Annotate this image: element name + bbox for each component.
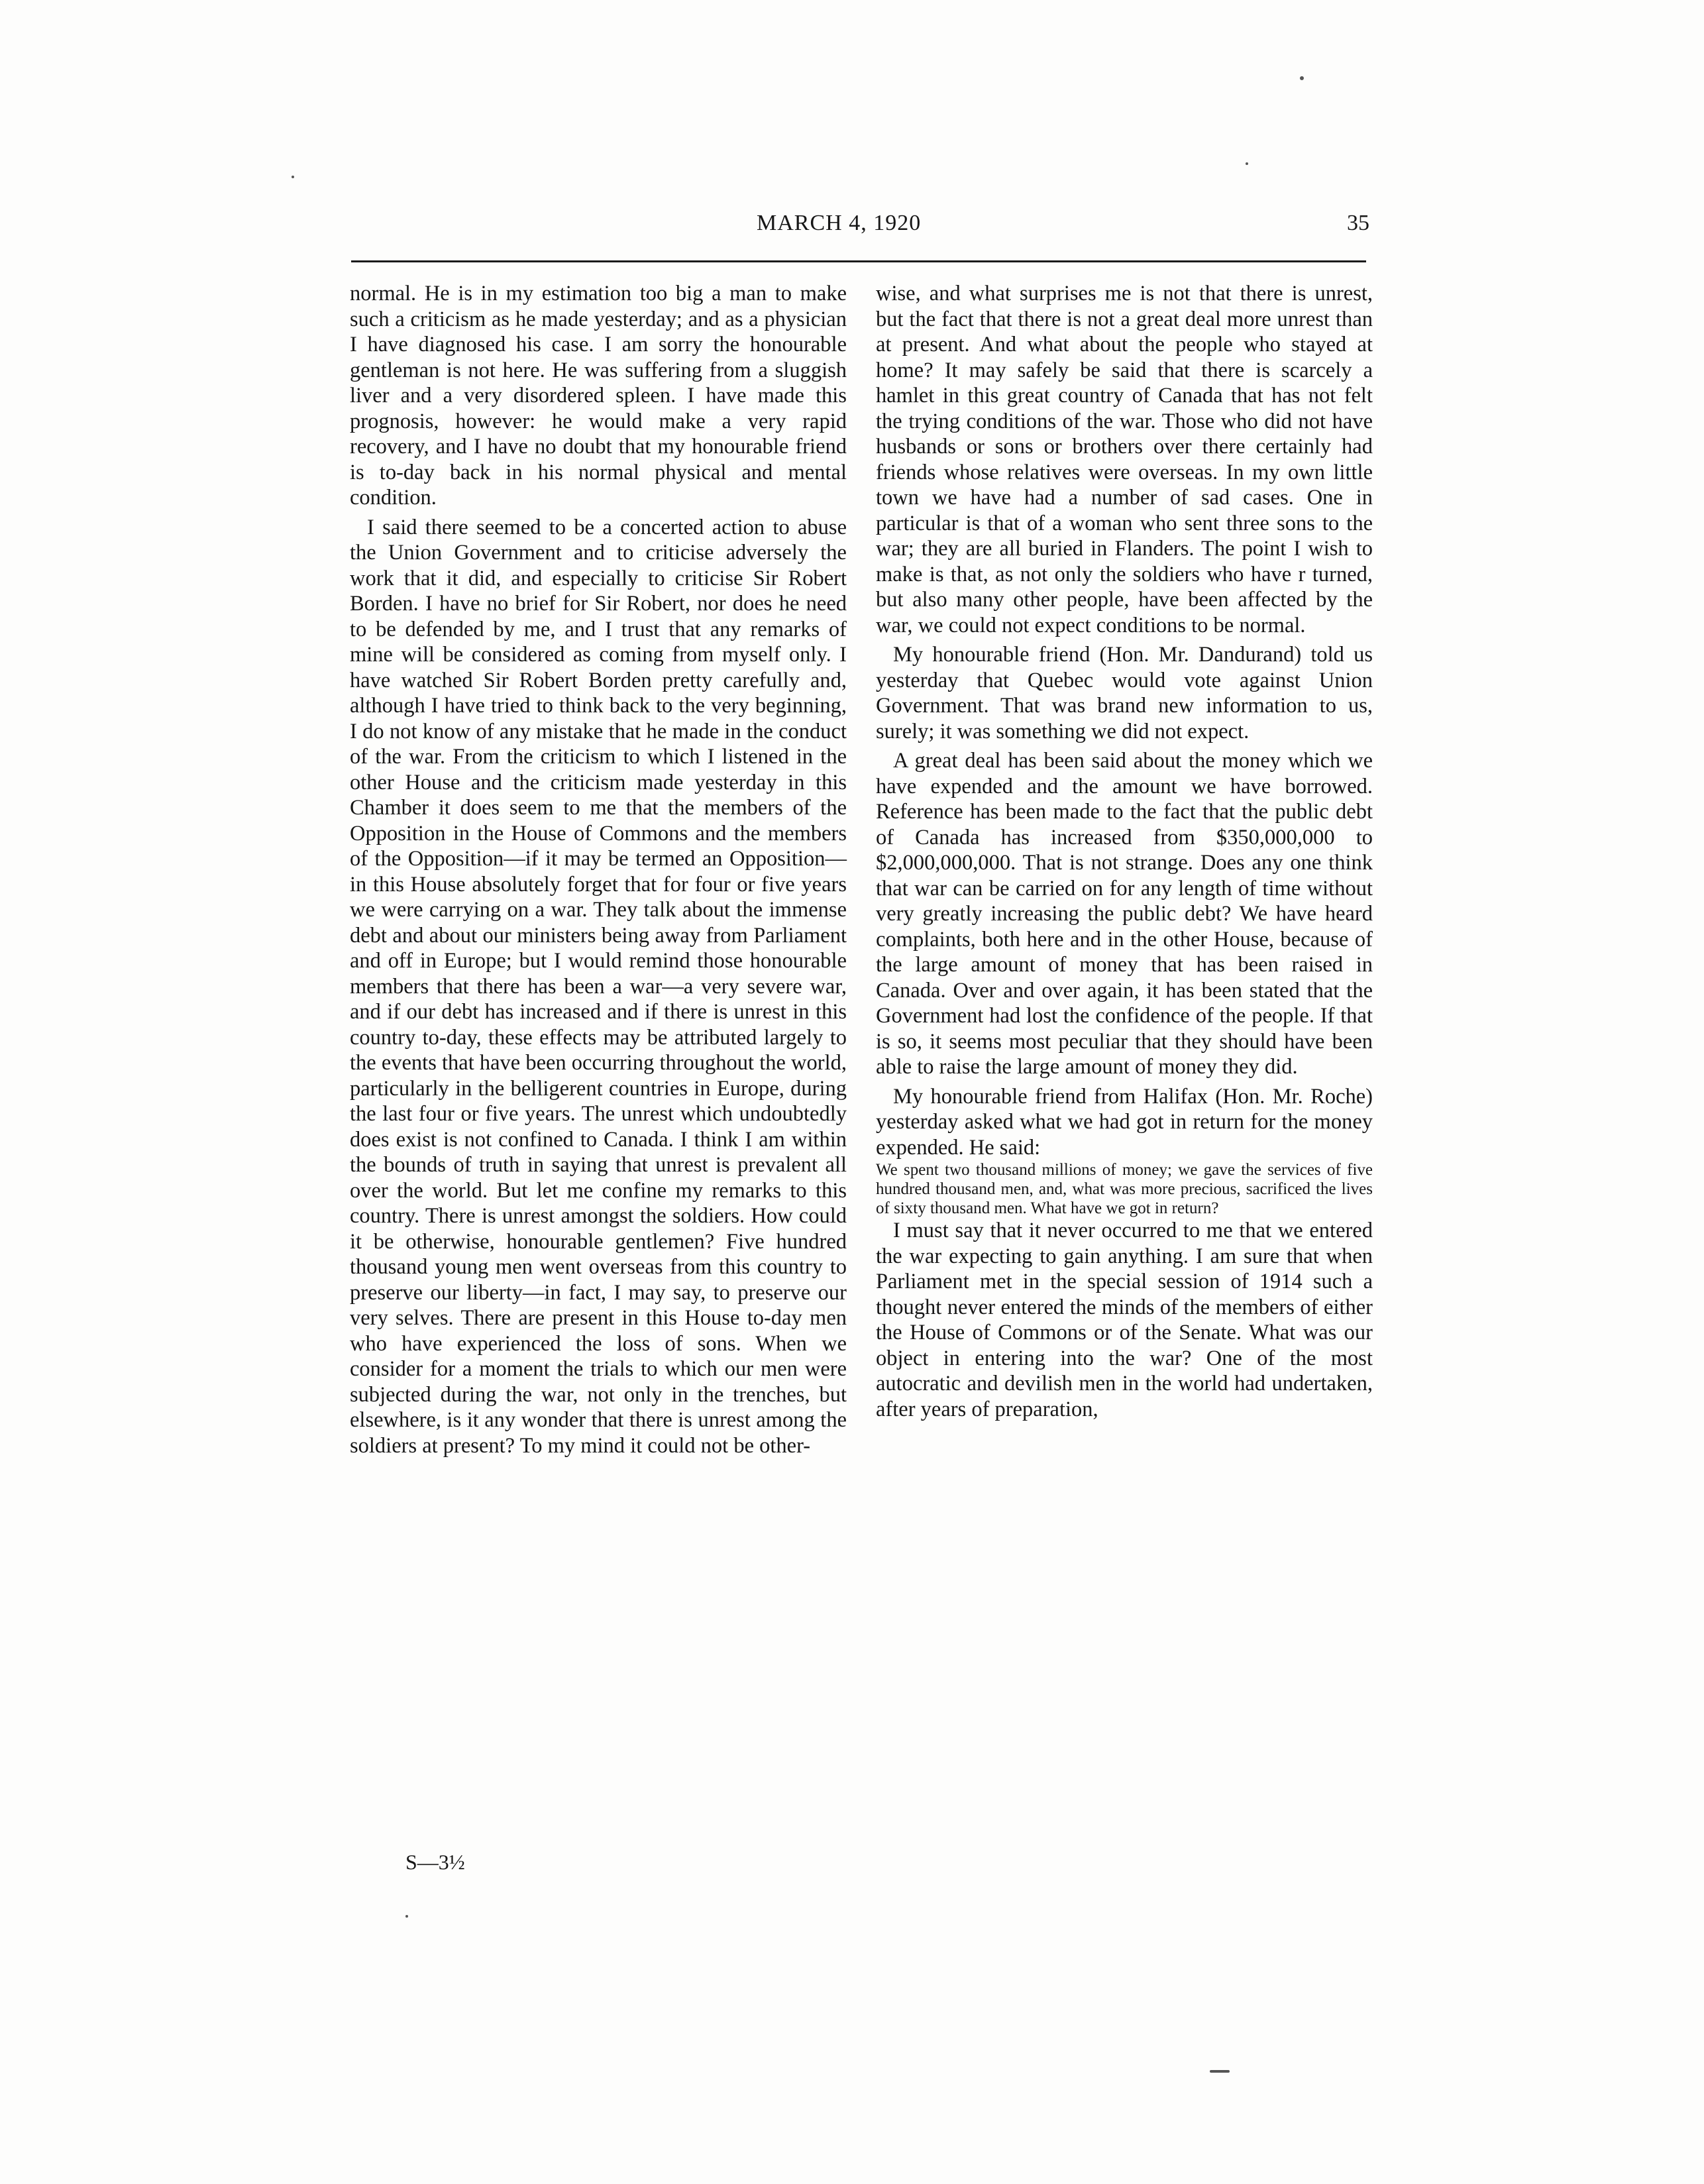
- scan-speck: [405, 1915, 408, 1918]
- signature-mark: S—3½: [405, 1850, 465, 1874]
- scan-speck: [1246, 162, 1248, 165]
- right-paragraph-2: My honourable friend (Hon. Mr. Dandurand) told us yesterday that Quebec would vote against Union Government. That was brand new information to us, surely; it was something we did not expect.: [876, 643, 1373, 743]
- right-paragraph-5: I must say that it never occurred to me that we entered the war expecting to gain anything. I am sure that when Parliament met in the special session of 1914 such a thought never entered the minds of the members of either the House of Commons or of the Senate. What was our object in entering into the war? One of the most autocratic and devilish men in the world had undertaken, after years of preparation,: [876, 1219, 1373, 1421]
- scan-speck: [292, 176, 294, 178]
- left-column: [350, 281, 847, 1458]
- running-header: [351, 211, 1371, 250]
- right-column: [876, 281, 1373, 1422]
- left-paragraph-1: normal. He is in my estimation too big a man to make such a criticism as he made yesterday; and as a physician I have diagnosed his case. I am sorry the honourable gentleman is not here. He was suffering from a sluggish liver and a very disordered spleen. I have made this prognosis, however: he would make a very rapid recovery, and I have no doubt that my honourable friend is to-day back in his normal physical and mental condition.: [350, 282, 847, 510]
- right-paragraph-3: A great deal has been said about the money which we have expended and the amount we have borrowed. Reference has been made to the fact that the public debt of Canada has increased from $350,000,000 to $2,000,000,000. That is not strange. Does any one think that war can be carried on for any length of time without very greatly increasing the public debt? We have heard complaints, both here and in the other House, because of the large amount of money that has been raised in Canada. Over and over again, it has been stated that the Government had lost the confidence of the people. If that is so, it seems most peculiar that they should have been able to raise the large amount of money they did.: [876, 749, 1373, 1079]
- right-paragraph-4: My honourable friend from Halifax (Hon. Mr. Roche) yesterday asked what we had got in return for the money expended. He said:: [876, 1084, 1373, 1160]
- scan-speck: [1210, 2070, 1230, 2073]
- header-rule: [351, 260, 1366, 262]
- header-date: MARCH 4, 1920: [757, 211, 922, 235]
- scan-speck: [1300, 76, 1304, 80]
- block-quote: We spent two thousand millions of money; we gave the services of five hundred thousand men, and, what was more precious, sacrificed the lives of sixty thousand men. What have we got in return?: [876, 1161, 1373, 1217]
- page-number: 35: [1347, 211, 1369, 235]
- right-paragraph-1: wise, and what surprises me is not that there is unrest, but the fact that there is not a great deal more unrest than at present. And what about the people who stayed at home? It may safely be said that there is scarcely a hamlet in this great country of Canada that has not felt the trying conditions of the war. Those who did not have husbands or sons or brothers over there certainly had friends whose relatives were overseas. In my own little town we have had a number of sad cases. One in particular is that of a woman who sent three sons to the war; they are all buried in Flanders. The point I wish to make is that, as not only the soldiers who have r turned, but also many other people, have been affected by the war, we could not expect conditions to be normal.: [876, 282, 1373, 637]
- left-paragraph-2: I said there seemed to be a concerted action to abuse the Union Government and to criticise adversely the work that it did, and especially to criticise Sir Robert Borden. I have no brief for Sir Robert, nor does he need to be defended by me, and I trust that any remarks of mine will be considered as coming from myself only. I have watched Sir Robert Borden pretty carefully and, although I have tried to think back to the very beginning, I do not know of any mistake that he made in the conduct of the war. From the criticism to which I listened in the other House and the criticism made yesterday in this Chamber it does seem to me that the members of the Opposition in the House of Commons and the members of the Opposition—if it may be termed an Opposition—in this House absolutely forget that for four or five years we were carrying on a war. They talk about the immense debt and about our ministers being away from Parliament and off in Europe; but I would remind those honourable members that there has been a war—a very severe war, and if our debt has increased and if there is unrest in this country to-day, these effects may be attributed largely to the events that have been occurring throughout the world, particularly in the belligerent countries in Europe, during the last four or five years. The unrest which undoubtedly does exist is not confined to Canada. I think I am within the bounds of truth in saying that unrest is prevalent all over the world. But let me confine my remarks to this country. There is unrest amongst the soldiers. How could it be otherwise, honourable gentlemen? Five hundred thousand young men went overseas from this country to preserve our liberty—in fact, I may say, to preserve our very selves. There are present in this House to-day men who have experienced the loss of sons. When we consider for a moment the trials to which our men were subjected during the war, not only in the trenches, but elsewhere, is it any wonder that there is unrest among the soldiers at present? To my mind it could not be other-: [350, 515, 847, 1458]
